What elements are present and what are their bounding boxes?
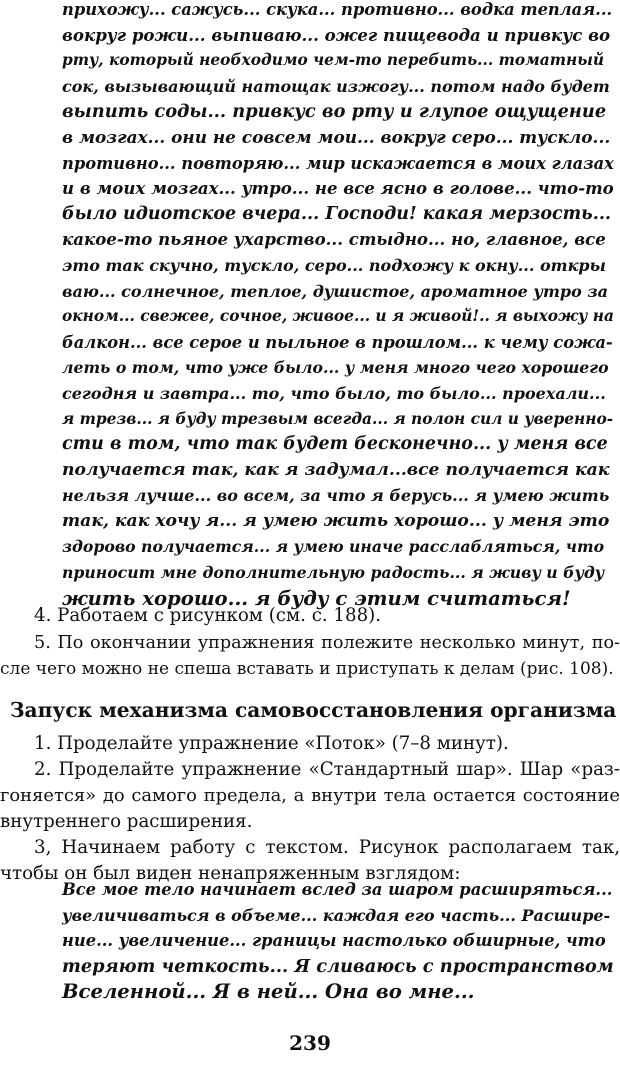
text-line: нельзя лучше... во всем, за что я берусь... я умею жить [62,486,610,506]
text-line: увеличиваться в объеме... каждая его часть... Расшире- [62,905,611,925]
text-line: ние... увеличение... границы настолько обширные, что [62,931,606,951]
text-line: 4. Работаем с рисунком (см. с. 188). [34,605,382,626]
text-line: выпить соды... привкус во рту и глупое ощущение [62,101,607,123]
text-line: я трезв... я буду трезвым всегда... я полон сил и уверенно- [62,409,614,428]
text-line: внутреннего расширения. [0,811,253,832]
page-number: 239 [289,1031,331,1055]
text-line: теряют четкость... Я сливаюсь с пространством [62,955,614,977]
text-line: сле чего можно не спеша вставать и приступать к делам (рис. 108). [0,659,614,679]
text-line: так, как хочу я... я умею жить хорошо... у меня это [62,510,610,531]
text-line: получается так, как я задумал...все получается как [62,459,610,480]
text-line: чтобы он был виден ненапряженным взглядом: [0,863,461,884]
section-heading: Запуск механизма самовосстановления организма [10,698,617,722]
step-4-paragraph [34,603,381,629]
text-line: противно... повторяю... мир искажается в моих глазах [62,153,614,173]
text-line: окном... свежее, сочное, живое... и я живой!.. я выхожу на [62,307,614,326]
text-line: Все мое тело начинает вслед за шаром расширяться... [62,880,613,899]
text-line: рту, который необходимо чем-то перебить... томатный [62,51,605,70]
text-line: сок, вызывающий натощак изжогу... потом надо будет [62,76,610,96]
text-line: 3, Начинаем работу с текстом. Рисунок располагаем так, [34,837,620,858]
text-line: балкон... все серое и пыльное в прошлом... к чему сожа- [62,332,613,352]
text-line: было идиотское вчера... Господи! какая мерзость... [62,203,612,224]
text-line: это так скучно, тускло, серо... подхожу к окну... откры [62,255,606,275]
italic-affirmation-text [62,0,614,611]
step-5-paragraph [0,630,620,682]
text-line: здорово получается... я умею иначе расслабляться, что [62,537,605,557]
text-line: приносит мне дополнительную радость... я живу и буду [62,563,605,583]
text-line: прихожу... сажусь... скука... противно... водка теплая... [62,0,613,19]
text-line: гоняется» до самого предела, а внутри тела остается состояние [0,785,620,806]
text-line: вокруг рожи... выпиваю... ожег пищевода и привкус во [62,24,611,45]
exercise-steps [0,731,620,887]
text-line: 5. По окончании упражнения полежите несколько минут, по- [34,633,620,653]
text-line: жить хорошо... я буду с этим считаться! [62,586,571,610]
text-line: леть о том, что уже было... у меня много чего хорошего [62,358,609,378]
text-line: сти в том, что так будет бесконечно... у меня все [62,434,608,455]
italic-visualization-text [62,877,614,1005]
text-line: какое-то пьяное ухарство... стыдно... но, главное, все [62,229,606,250]
text-line: сегодня и завтра... то, что было, то было... проехали... [62,383,606,403]
text-line: и в моих мозгах... утро... не все ясно в голове... что-то [62,178,614,199]
text-line: в мозгах... они не совсем мои... вокруг серо... тускло... [62,126,611,147]
text-line: ваю... солнечное, теплое, душистое, ароматное утро за [62,281,608,301]
text-line: 2. Проделайте упражнение «Стандартный шар». Шар «раз- [34,759,620,780]
text-line: Вселенной... Я в ней... Она во мне... [62,980,475,1004]
text-line: 1. Проделайте упражнение «Поток» (7–8 минут). [34,733,509,754]
